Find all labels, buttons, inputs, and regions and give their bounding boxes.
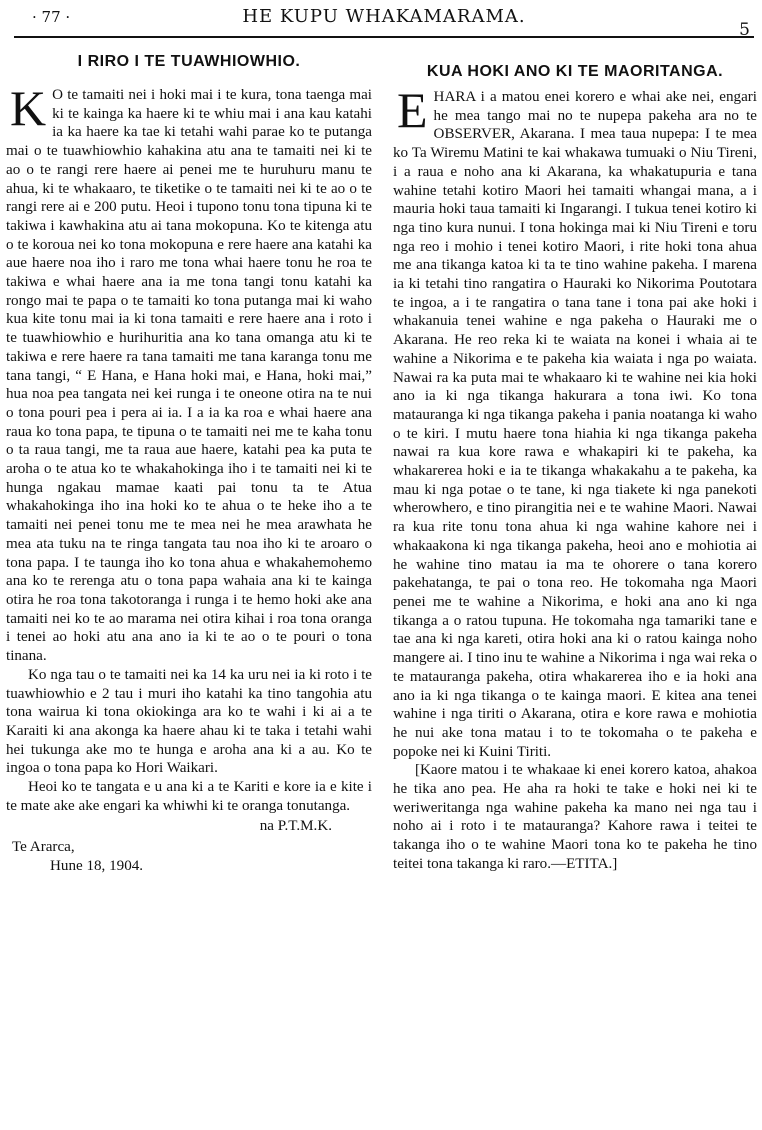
left-article-para-3: Heoi ko te tangata e u ana ki a te Kariti e kore ia e kite i te mate ake ake engari ka whiwhi ki te oranga tonutanga. bbox=[6, 779, 372, 814]
left-column bbox=[6, 52, 372, 876]
issue-number: · 77 · bbox=[32, 8, 71, 26]
left-article-para-2: Ko nga tau o te tamaiti nei ka 14 ka uru nei ia ki roto i te tuawhiowhio e 2 tau i muri iho katahi ka tino tangohia atu tona wairua ki tona okiokinga ara ko te wahi i ki ai a te Karaiti ki ana akonga ka haere ahau ki te taka i tetahi wahi hei tukunga ake mo te hunga e aroha ana ki a au. Ko te ingoa o tona papa ko Hori Waikari. bbox=[6, 666, 372, 777]
right-column bbox=[393, 52, 757, 874]
author-signature: na P.T.M.K. bbox=[259, 818, 332, 835]
right-para-1-text: HARA i a matou enei korero e whai ake nei, engari he mea tango mai no te nupepa pakeha ara no te OBSERVER, Akarana. I mea taua nupepa: I te mea ko Ta Wiremu Matini te kai whakawa tumuaki o Niu Tireni, i a raua e noho ana ki Akarana, ka whakatupuria e tana wahine tetahi kotiro Maori hei tamaiti whangai mana, a i mauria hoki taua tamaiti ki Ingarangi. I tukua tenei kotiro ki nga tino kura nunui. I tona hokinga mai ki Niu Tireni e toru nga reo i mohio i tenei kotiro Maori, i rite hoki tona ahua me ana tikanga katoa ki ta te tino wahine pakeha. I marena ia ki tetahi tino rangatira o Hauraki ko Nikorima Poutotara te ingoa, a i te rangatira o tana tane i tona pai ake hoki i whakanuia tenei wahine e nga pakeha o Hauraki me o Akarana. He reo reka ki te waiata na konei i whaia ai te wahine a Nikorima e te pakeha kia waiata i nga po waiata. Nawai ra ka puta mai te whakaaro ki te wahine nei kia hoki ano ia ki nga tikanga hakurara a tona iwi. Ko tona matauranga ki nga tikanga pakeha i pania noatanga ki waho o te kiri. I mutu haere tona hiahia ki nga tikanga pakeha nawai ra kua kore rawa e whakapiri ki te pakeha, ka whakarerea hoki e ia te tikanga whakakahu a te pakeha, ka mau ki nga potae o te tane, ki nga tiakete ki nga panekoti wherowhero, e tino pirangitia nei e te wahine Maori. Nawai ra kua rite tonu tona ahua ki nga wahine kahore nei i whakaakona ki nga tikanga pakeha, heoi ano e mohiotia ai he wahine tino matau ia ma te ohorere o tana korero pakehatanga, te pai o tona reo. He tokomaha nga Maori penei me te wahine a Nikorima, e hoki ana ano ki nga tikanga a o ratou tupuna. He tokomaha nga tamariki tane e tae ana ki nga kareti, otira hoki ana ki o ratou kainga noho mangere ai. I tino inu te wahine a Nikorima i nga wai reka o te matauranga pakeha, otira whakarerea iho e ia hoki ana ano ia ki nga tikanga o te kainga maori. E kitea ana tenei wahine i nga tiriti o Akarana, otira e kore rawa e mohiotia he nui ake tona matau i to te tokomaha o te pakeha e popoke nei ki Kuini Tiriti. bbox=[393, 89, 757, 760]
left-article-title: I RIRO I TE TUAWHIOWHIO. bbox=[77, 53, 301, 70]
left-article-para-1 bbox=[6, 80, 372, 666]
dropcap: K bbox=[10, 80, 47, 136]
page-number: 5 bbox=[739, 20, 750, 40]
running-title: HE KUPU WHAKAMARAMA. bbox=[242, 6, 526, 27]
page-header bbox=[14, 2, 754, 38]
right-article-para-2: [Kaore matou i te whakaae ki enei korero katoa, ahakoa he tika ano pea. He aha ra hoki te take e hoki nei ki te weriweritanga nga wahine pakeha ka mano nei nga tau i noho ai i roto i te matauranga? Kahore rawa i teitei te takanga iho o te wahine Maori tona ko te pakeha he tino teitei tona takanga ki raro.—ETITA.] bbox=[393, 762, 757, 872]
right-article-para-1 bbox=[393, 82, 757, 761]
right-article-title: KUA HOKI ANO KI TE MAORITANGA. bbox=[426, 63, 724, 80]
date-line: Hune 18, 1904. bbox=[50, 857, 144, 874]
dropcap: E bbox=[397, 82, 428, 138]
left-para-1-text: O te tamaiti nei i hoki mai i te kura, tona taenga mai ki te kainga ka haere ki te whiu mai i ana kau katahi ia ka haere ka tae ki tetahi wahi parae ko te putanga mai o te tuawhiowhio kahakina atu ana te tamaiti nei ki te ao o te rangi rere haere ai penei me te huruhuru manu te ahua, ki te whakaaro, te tiketike o te tamaiti nei ki te ao o te rangi rere ai e 200 putu. Heoi i tupono tonu tona tipuna ki te takiwa i kawhakina atu ai tana mokopuna. Ko te kitenga atu o te koroua nei ko tona mokopuna e rere haere ana katahi ka aue haere noa iho i raro me tona whai haere tonu he roa te takiwa e whai haere ana ia me tona tangi tonu katahi ka rongo mai te papa o te tamaiti ko tona putanga mai ki waho kua kite tonu mai ia ki tona tamaiti e rere haere ana i roto i te tuawhiowhio e hurihuritia ana ko tana omanga atu ki te takiwa e rere haere ra tana tamaiti me tana karanga tonu me tana tangi, “ E Hana, e Hana hoki mai, e Hana, hoki mai,” hua noa pea tangata nei kei runga i te oneone otira na te nui o tona pouri pea i pera ai ia. I a ia ka roa e whai haere ana raua ko tona papa, te tipuna o te tamaiti nei me te kaha tonu o ta raua tangi, me ta raua aue haere, katahi pea ka puta te aroha o te atua ko te whakahokinga iho i te tamaiti nei ki te hunga ngakau mamae kaati pai tonu ta te Atua whakahokinga iho ina hoki ko te ahua o te heke iho a te tamaiti nei penei tonu me te mea nei he mea arawhata he mea ata tuku na te ringa tangata tau noa iho ki te aroaro o tona papa. I te taunga iho ko tona ahua e whakahemohemo ana ko te rerenga atu o tona papa wahaia ana ki te kainga otira he roa tona takotoranga i runga i te hemo hoki ake ana tamaiti nei ko te ao marama nei otira kihai i roa tona oranga i tenei ao hoki atu ana ano ia ki te ao o te pouri o tona tinana. bbox=[6, 87, 372, 665]
place-line: Te Ararca, bbox=[12, 839, 75, 856]
